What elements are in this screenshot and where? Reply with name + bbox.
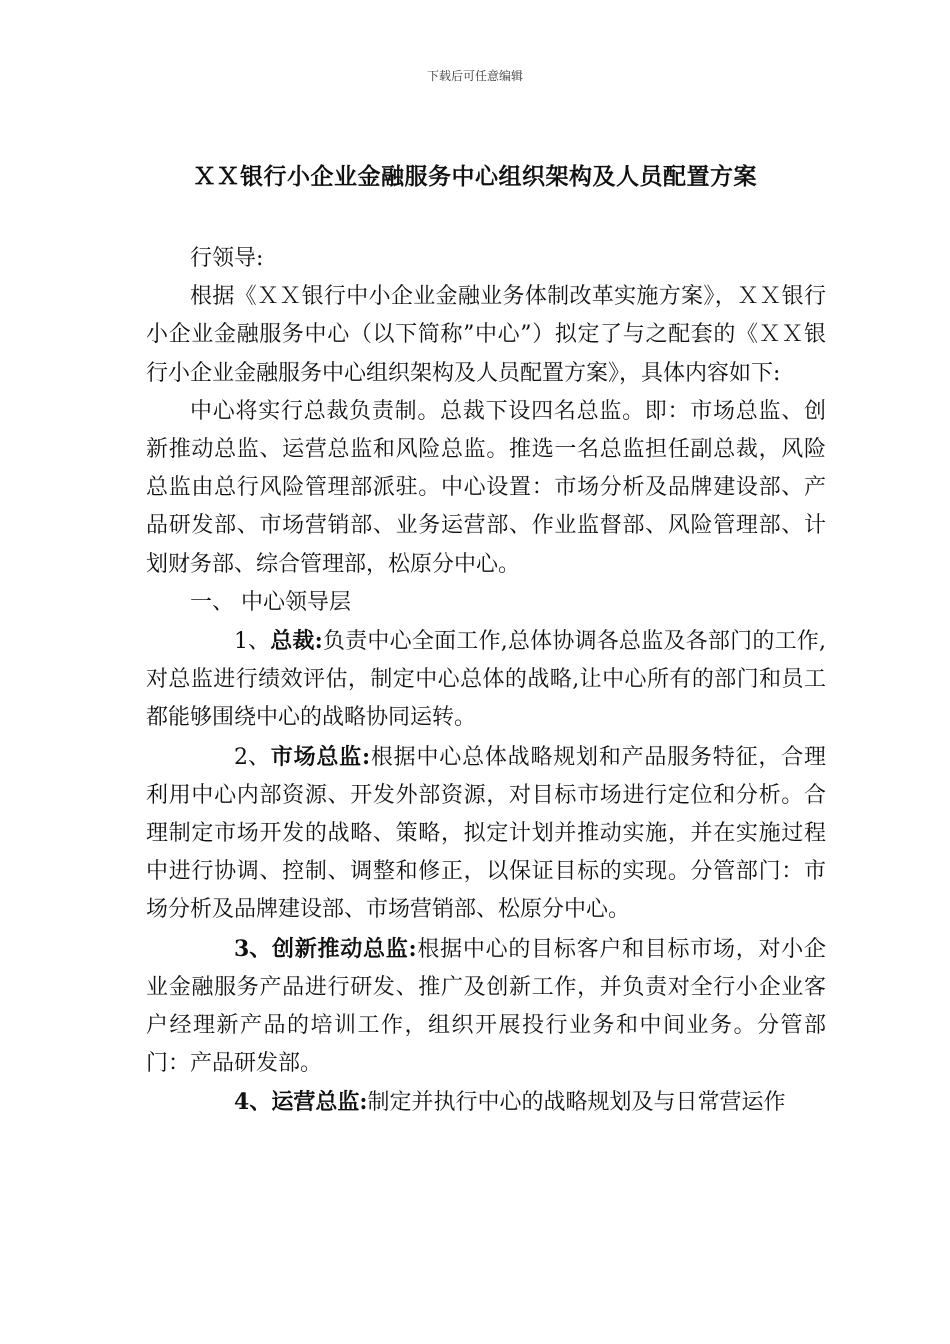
item-text: 制定并执行中心的战略规划及与日常营运作	[367, 1090, 786, 1116]
document-body	[146, 240, 826, 1123]
item-president	[146, 622, 826, 738]
item-number: 2、	[234, 744, 270, 770]
overview-paragraph: 中心将实行总裁负责制。总裁下设四名总监。即：市场总监、创新推动总监、运营总监和风险总监。推选一名总监担任副总裁，风险总监由总行风险管理部派驻。中心设置：市场分析及品牌建设部、产品研发部、市场营销部、业务运营部、作业监督部、风险管理部、计划财务部、综合管理部，松原分中心。	[146, 398, 826, 577]
item-text: 负责中心全面工作,总体协调各总监及各部门的工作,对总监进行绩效评估，制定中心总体的战略,让中心所有的部门和员工都能够围绕中心的战略协同运转。	[146, 629, 826, 731]
item-innovation-director	[146, 930, 826, 1084]
item-text: 根据中心总体战略规划和产品服务特征，合理利用中心内部资源、开发外部资源，对目标市场进行定位和分析。合理制定市场开发的战略、策略，拟定计划并推动实施，并在实施过程中进行协调、控制、调整和修正，以保证目标的实现。分管部门：市场分析及品牌建设部、市场营销部、松原分中心。	[146, 744, 826, 923]
item-label: 市场总监:	[270, 743, 371, 770]
item-label: 创新推动总监:	[271, 935, 417, 962]
section-heading: 一、 中心领导层	[190, 589, 351, 615]
document-title: ＸＸ银行小企业金融服务中心组织架构及人员配置方案	[193, 163, 757, 190]
salutation: 行领导:	[190, 246, 264, 271]
item-text: 根据中心的目标客户和目标市场，对小企业金融服务产品进行研发、推广及创新工作，并负责对全行小企业客户经理新产品的培训工作，组织开展投行业务和中间业务。分管部门：产品研发部。	[146, 936, 826, 1077]
intro-paragraph: 根据《ＸＸ银行中小企业金融业务体制改革实施方案》，ＸＸ银行小企业金融服务中心（以下简称”中心”）拟定了与之配套的《ＸＸ银行小企业金融服务中心组织架构及人员配置方案》，具体内容如下:	[146, 284, 826, 386]
header-note: 下载后可任意编辑	[426, 69, 523, 83]
item-number: 4、	[234, 1089, 272, 1116]
item-label: 总裁:	[270, 628, 323, 655]
item-number: 1、	[234, 629, 270, 655]
item-operations-director	[146, 1083, 826, 1122]
item-number: 3、	[234, 935, 272, 962]
item-label: 运营总监:	[271, 1089, 368, 1116]
item-market-director	[146, 738, 826, 930]
